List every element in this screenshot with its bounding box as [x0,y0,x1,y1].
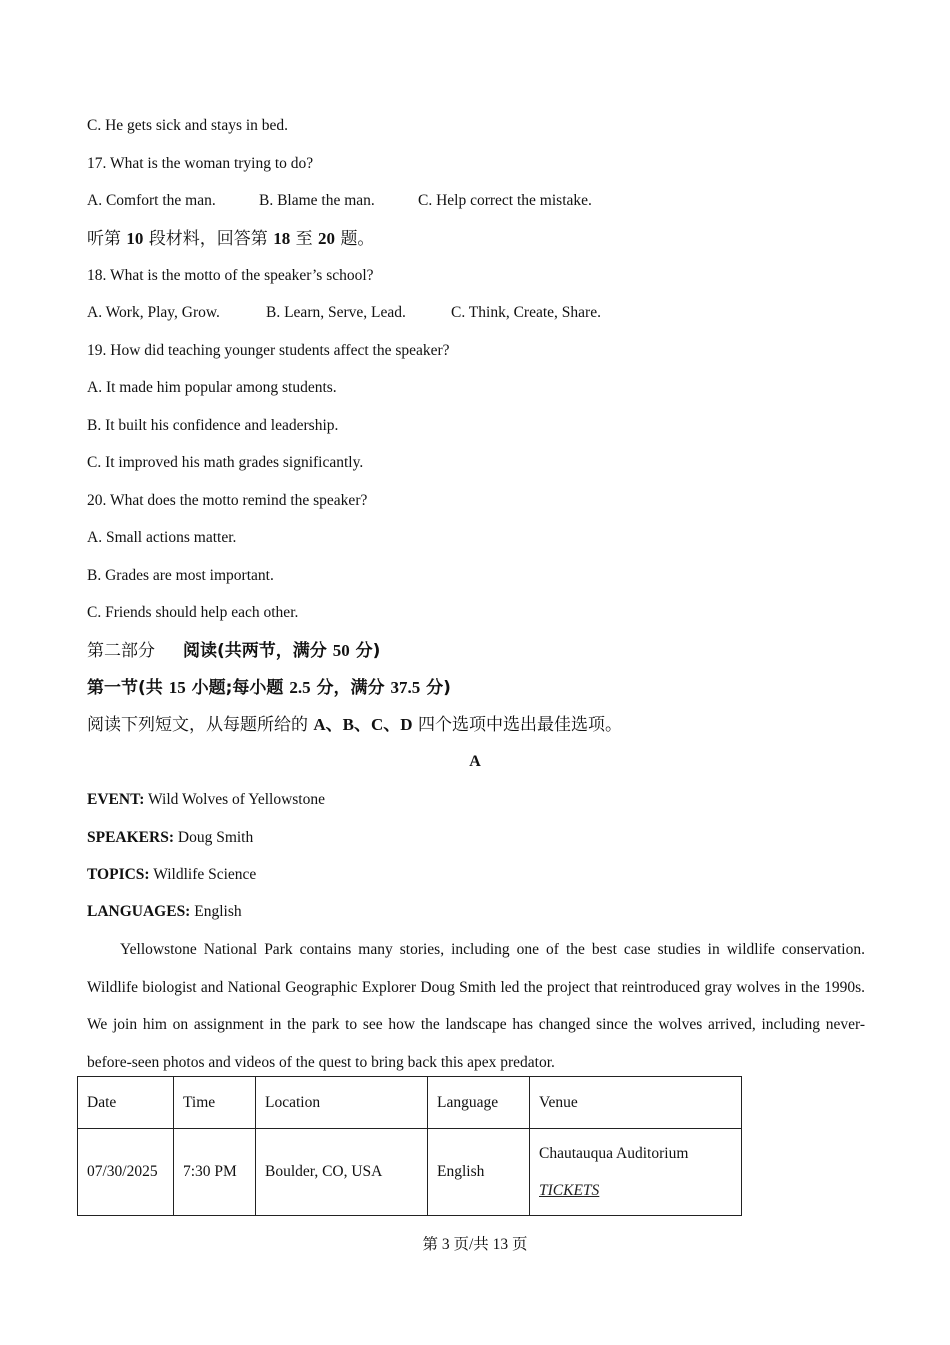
cell-date: 07/30/2025 [78,1129,174,1216]
cell-time: 7:30 PM [174,1129,256,1216]
q19-option-b: B. It built his confidence and leadership. [87,417,339,434]
section-1-p2: 小题;每小题 [191,678,284,698]
q18-stem: 18. What is the motto of the speaker’s school? [87,267,374,284]
q17-option-b: B. Blame the man. [259,192,375,209]
q17-options [87,191,592,211]
header-date: Date [78,1077,174,1129]
q18-option-c: C. Think, Create, Share. [451,304,601,321]
q20-stem: 20. What does the motto remind the speaker? [87,492,368,509]
q18-option-b: B. Learn, Serve, Lead. [266,304,406,321]
languages-label: LANGUAGES: [87,903,191,920]
instruction-options: A、B、C、D [313,715,413,734]
part-2-unit: 分) [355,641,381,661]
instruction-p2: 四个选项中选出最佳选项。 [417,715,622,735]
header-venue: Venue [530,1077,742,1129]
section-1-p4: 分) [426,678,451,698]
q18-option-a: A. Work, Play, Grow. [87,304,220,321]
section-1-heading [87,678,451,698]
section-1-count: 15 [168,678,186,697]
cell-location: Boulder, CO, USA [256,1129,428,1216]
part-2-title: 第二部分 [87,641,155,661]
event-label: EVENT: [87,791,145,808]
cell-venue [530,1129,742,1216]
instruction-p1: 阅读下列短文，从每题所给的 [87,715,308,735]
section-1-p3: 分，满分 [316,678,385,698]
q17-stem: 17. What is the woman trying to do? [87,155,314,172]
q19-option-c: C. It improved his math grades significantly. [87,454,364,471]
section-1-p1: 第一节(共 [87,678,163,698]
topics-value: Wildlife Science [153,866,257,883]
section-10-from: 18 [273,229,291,248]
table-row [78,1129,742,1216]
topics-label: TOPICS: [87,866,150,883]
speakers-value: Doug Smith [177,829,254,846]
q20-option-b: B. Grades are most important. [87,567,274,584]
event-line [87,790,325,810]
passage-letter: A [469,753,481,770]
tickets-link[interactable]: TICKETS [539,1181,600,1199]
cell-language: English [428,1129,530,1216]
languages-line [87,902,242,922]
q16-option-c: C. He gets sick and stays in bed. [87,117,289,134]
event-value: Wild Wolves of Yellowstone [148,791,325,808]
event-table [77,1076,742,1216]
q20-option-c: C. Friends should help each other. [87,604,299,621]
section-10-to: 20 [318,229,336,248]
passage-body: Yellowstone National Park contains many stories, including one of the best case studies in wildlife conservation. Wildlife biologist and National Geographic Explorer Doug Smith led the project that reintroduced gray wolves in the 1990s. We join him on assignment in the park to see how the landscape has changed since the wolves arrived, including never-before-seen photos and videos of the quest to bring back this apex predator. [87,941,865,1071]
q19-stem: 19. How did teaching younger students affect the speaker? [87,342,450,359]
header-language: Language [428,1077,530,1129]
page-number: 第 3 页/共 13 页 [422,1236,528,1253]
header-location: Location [256,1077,428,1129]
header-time: Time [174,1077,256,1129]
section-10-post: 题。 [340,229,375,249]
languages-value: English [194,903,242,920]
table-header-row [78,1077,742,1129]
section-10-number: 10 [126,229,144,248]
part-2-desc: 阅读(共两节，满分 [183,641,327,661]
q18-options [87,303,601,323]
q19-option-a: A. It made him popular among students. [87,379,337,396]
q17-option-c: C. Help correct the mistake. [418,192,592,209]
section-10-mid: 段材料，回答第 [148,229,268,249]
topics-line [87,865,256,885]
venue-name: Chautauqua Auditorium [539,1144,689,1162]
part-2-heading [87,641,380,661]
section-10-to-word: 至 [295,229,313,249]
q17-option-a: A. Comfort the man. [87,192,216,209]
section-1-each: 2.5 [289,678,311,697]
section-10-heading [87,229,374,249]
q20-option-a: A. Small actions matter. [87,529,237,546]
section-1-total: 37.5 [390,678,421,697]
speakers-line [87,828,253,848]
section-10-pre: 听第 [87,229,121,249]
speakers-label: SPEAKERS: [87,829,174,846]
part-2-score: 50 [332,641,350,660]
reading-instruction [87,715,622,735]
